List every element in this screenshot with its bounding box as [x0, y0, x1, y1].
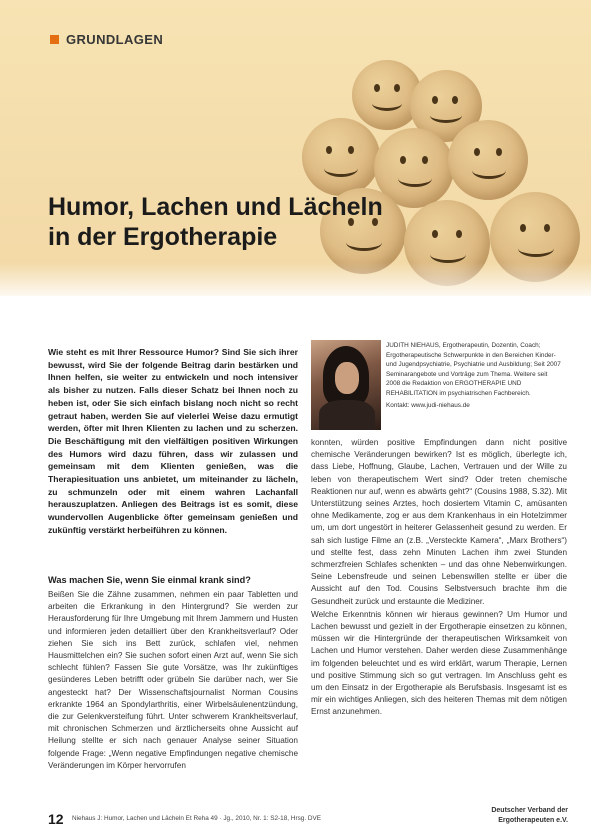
- page-number: 12: [48, 811, 64, 827]
- title-line-1: Humor, Lachen und Lächeln: [48, 193, 383, 221]
- smiley-face: [448, 120, 528, 200]
- publisher-line-2: Ergotherapeuten e.V.: [498, 817, 568, 824]
- intro-paragraph: Wie steht es mit Ihrer Ressource Humor? Sind Sie sich ihrer bewusst, wird Sie der folgende Beitrag darin bestärken und Ihnen helfen, sie weiter zu entwickeln und noch intensiver als bisher zu nutzen. Falls dieser Schatz bei Ihnen noch zu heben ist, oder Sie sich einfach bislang noch nicht so recht getraut haben, werden Sie auf vielerlei Weise dazu ermutigt werden, öfter mit Ihren Klienten zu lachen und zu scherzen. Die Beschäftigung mit den vielfältigen positiven Wirkungen des Humors wird dazu führen, dass wir zulassen und gemeinsam mit dem Klienten genießen, was die Therapiesituation uns anbietet, um miteinander zu lächeln, zu schmunzeln oder mit einem wahren Lachanfall herauszuplatzen. Anliegen des Beitrags ist es somit, diese wundervollen Augenblicke öfter gemeinsam genießen und zukünftig verstärkt herbeiführen zu können.: [48, 347, 298, 535]
- title-line-2: in der Ergotherapie: [48, 223, 278, 251]
- left-column: [48, 574, 298, 772]
- article-title: [48, 192, 383, 252]
- body-paragraph: konnten, würden positive Empfindungen dann nicht positive chemische Veränderungen bewirken? Ist es möglich, überlegte ich, dass Liebe, Hoffnung, Glaube, Lachen, Vertrauen und der Wille zu leben von therapeutischem Wert sind? Oder treten chemische Reaktionen nur auf, wenn es abwärts geht?“ (Cousins 1988, S.32). Mit Unterstützung seines Arztes, hoch dosiertem Vitamin C, amüsanten ohne Medikamente, zog er aus dem Krankenhaus in ein Hotelzimmer um, um dort ungestört in heiterer Gelassenheit gesund zu werden. Er sah sich lustige Filme an (z.B. „Versteckte Kamera“, „Marx Brothers“) und stellte fest, dass zehn Minuten Lachen ihm zwei Stunden schmerzfreien Schlafes schenkten – und das ohne Nebenwirkungen. Seine Lebensfreude und seinen Lebenswillen stellte er über die Aussicht auf den Tod. Cousins Selbstversuch brachte ihm die Gesundheit zurück und erstaunte die Mediziner.: [311, 438, 567, 606]
- body-paragraph: Beißen Sie die Zähne zusammen, nehmen ein paar Tabletten und arbeiten die Erkrankung in den Hintergrund? Sie werden zur Herausforderung für Ihre Umgebung mit Ihrem Jammern und Husten und informieren jeden detailliert über den Krankheitsverlauf? Oder ziehen Sie sich ins Bett zurück, schlafen viel, nehmen Hausmittelchen ein? Sie suchen sofort einen Arzt auf, wenn Sie sich schlecht fühlen? Fassen Sie gute Vorsätze, was Ihr zukünftiges gesünderes Leben betrifft oder grübeln Sie darüber nach, wer Sie angesteckt hat? Der Wissenschaftsjournalist Norman Cousins erkrankte 1964 an Spondylarthritis, einer Wirbelsäulenentzündung, die zur Gelenkversteifung führt. Unter schwerem Krankheitsverlauf, mit chronischen Schmerzen und ärztlicherseits ohne Aussicht auf Heilung stellte er sich nach genauer Analyse seiner Situation folgende Frage: „Wenn negative Empfindungen negative chemische Veränderungen im Körper hervorrufen: [48, 590, 298, 770]
- right-column: [311, 437, 567, 720]
- smiley-balls-image: [300, 60, 591, 290]
- section-tag: [50, 32, 163, 47]
- section-label: GRUNDLAGEN: [66, 32, 164, 47]
- author-contact: Kontakt: www.judi-niehaus.de: [386, 401, 470, 409]
- citation: Niehaus J: Humor, Lachen und Lächeln Et Reha 49 · Jg., 2010, Nr. 1: S2-18, Hrsg. DVE: [72, 815, 322, 822]
- hero-fade: [0, 262, 591, 296]
- section-heading: Was machen Sie, wenn Sie einmal krank sind?: [48, 575, 251, 585]
- publisher: [491, 806, 568, 826]
- smiley-face: [302, 118, 380, 196]
- publisher-line-1: Deutscher Verband der: [491, 807, 568, 814]
- author-bio: [386, 341, 562, 410]
- body-paragraph: Welche Erkenntnis können wir hieraus gewinnen? Um Humor und Lachen bewusst und gezielt in der Ergotherapie einsetzen zu können, müssen wir die Hintergründe der therapeutischen Wirksamkeit von Lachen und Humor verstehen. Daher werden diese Zusammenhänge im folgenden beleuchtet und es wird erklärt, warum Therapie, Lernen und positive Stimmung sich so gut vertragen. Im Anschluss geht es um den Einsatz in der Ergotherapie als Berufsbasis. Insgesamt ist es mir ein wichtiges Anliegen, sich des heiteren Themas mit dem nötigen Ernst anzunehmen.: [311, 609, 567, 717]
- author-bio-text: JUDITH NIEHAUS, Ergotherapeutin, Dozentin, Coach; Ergotherapeutische Schwerpunkte in den Bereichen Kinder- und Jugendpsychiatrie, Psychiatrie und Ausbildung; Seit 2007 Seminarangebote und Vorträge zum Thema. Weitere seit 2008 die Redaktion von ERGOTHERAPIE UND REHABILITATION im psychiatrischen Fachbereich.: [386, 342, 561, 397]
- author-photo: [311, 340, 381, 430]
- section-marker-icon: [50, 35, 59, 44]
